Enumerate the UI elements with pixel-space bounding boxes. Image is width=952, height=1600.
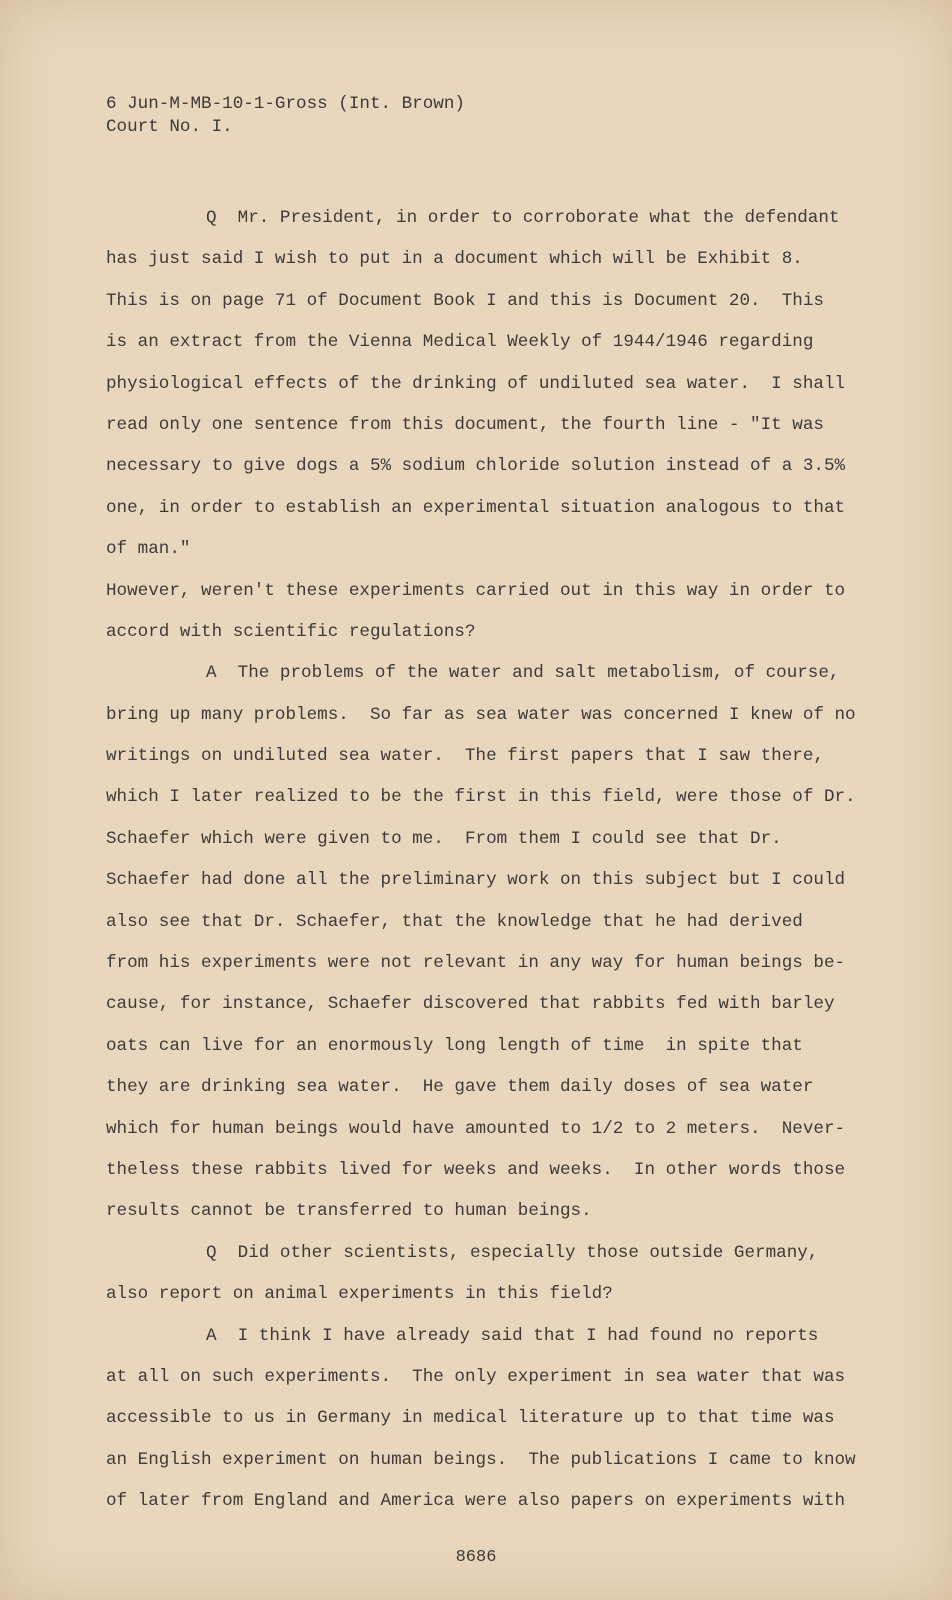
transcript-body	[106, 198, 856, 1523]
document-header	[106, 93, 465, 139]
text-line: of man."	[106, 539, 191, 560]
text-line: one, in order to establish an experimental situation analogous to that	[106, 497, 846, 518]
text-line: Schaefer had done all the preliminary work on this subject but I could	[106, 870, 846, 891]
text-line: an English experiment on human beings. The publications I came to know	[106, 1449, 856, 1470]
text-line: read only one sentence from this document, the fourth line - "It was	[106, 414, 824, 435]
text-line: at all on such experiments. The only experiment in sea water that was	[106, 1366, 846, 1387]
text-line: This is on page 71 of Document Book I and this is Document 20. This	[106, 290, 824, 311]
text-line: accord with scientific regulations?	[106, 621, 476, 642]
text-line: A I think I have already said that I had found no reports	[206, 1325, 819, 1346]
text-line: also see that Dr. Schaefer, that the knowledge that he had derived	[106, 911, 803, 932]
text-line: However, weren't these experiments carried out in this way in order to	[106, 580, 846, 601]
text-line: A The problems of the water and salt metabolism, of course,	[206, 663, 840, 684]
page-number: 8686	[455, 1548, 497, 1567]
text-line: which for human beings would have amounted to 1/2 to 2 meters. Never-	[106, 1118, 846, 1139]
text-line: physiological effects of the drinking of undiluted sea water. I shall	[106, 373, 846, 394]
text-line: writings on undiluted sea water. The first papers that I saw there,	[106, 746, 824, 767]
text-line: accessible to us in Germany in medical literature up to that time was	[106, 1408, 835, 1429]
text-line: Q Mr. President, in order to corroborate what the defendant	[206, 208, 840, 228]
text-line: from his experiments were not relevant in any way for human beings be-	[106, 953, 846, 974]
text-line: of later from England and America were also papers on experiments with	[106, 1491, 846, 1512]
text-line: necessary to give dogs a 5% sodium chloride solution instead of a 3.5%	[106, 456, 846, 477]
text-line: they are drinking sea water. He gave them daily doses of sea water	[106, 1077, 814, 1098]
text-line: Schaefer which were given to me. From them I could see that Dr.	[106, 828, 782, 849]
court-line: Court No. I.	[106, 117, 233, 137]
text-line: bring up many problems. So far as sea water was concerned I knew of no	[106, 704, 856, 725]
text-line: is an extract from the Vienna Medical Weekly of 1944/1946 regarding	[106, 332, 814, 353]
text-line: theless these rabbits lived for weeks and weeks. In other words those	[106, 1159, 846, 1180]
text-line: has just said I wish to put in a document which will be Exhibit 8.	[106, 249, 803, 270]
text-line: also report on animal experiments in this field?	[106, 1284, 613, 1305]
text-line: cause, for instance, Schaefer discovered that rabbits fed with barley	[106, 994, 835, 1015]
text-line: oats can live for an enormously long length of time in spite that	[106, 1035, 803, 1056]
text-line: which I later realized to be the first in this field, were those of Dr.	[106, 787, 856, 808]
text-line: results cannot be transferred to human beings.	[106, 1201, 592, 1222]
reference-line: 6 Jun-M-MB-10-1-Gross (Int. Brown)	[106, 94, 465, 114]
text-line: Q Did other scientists, especially those outside Germany,	[206, 1242, 819, 1263]
